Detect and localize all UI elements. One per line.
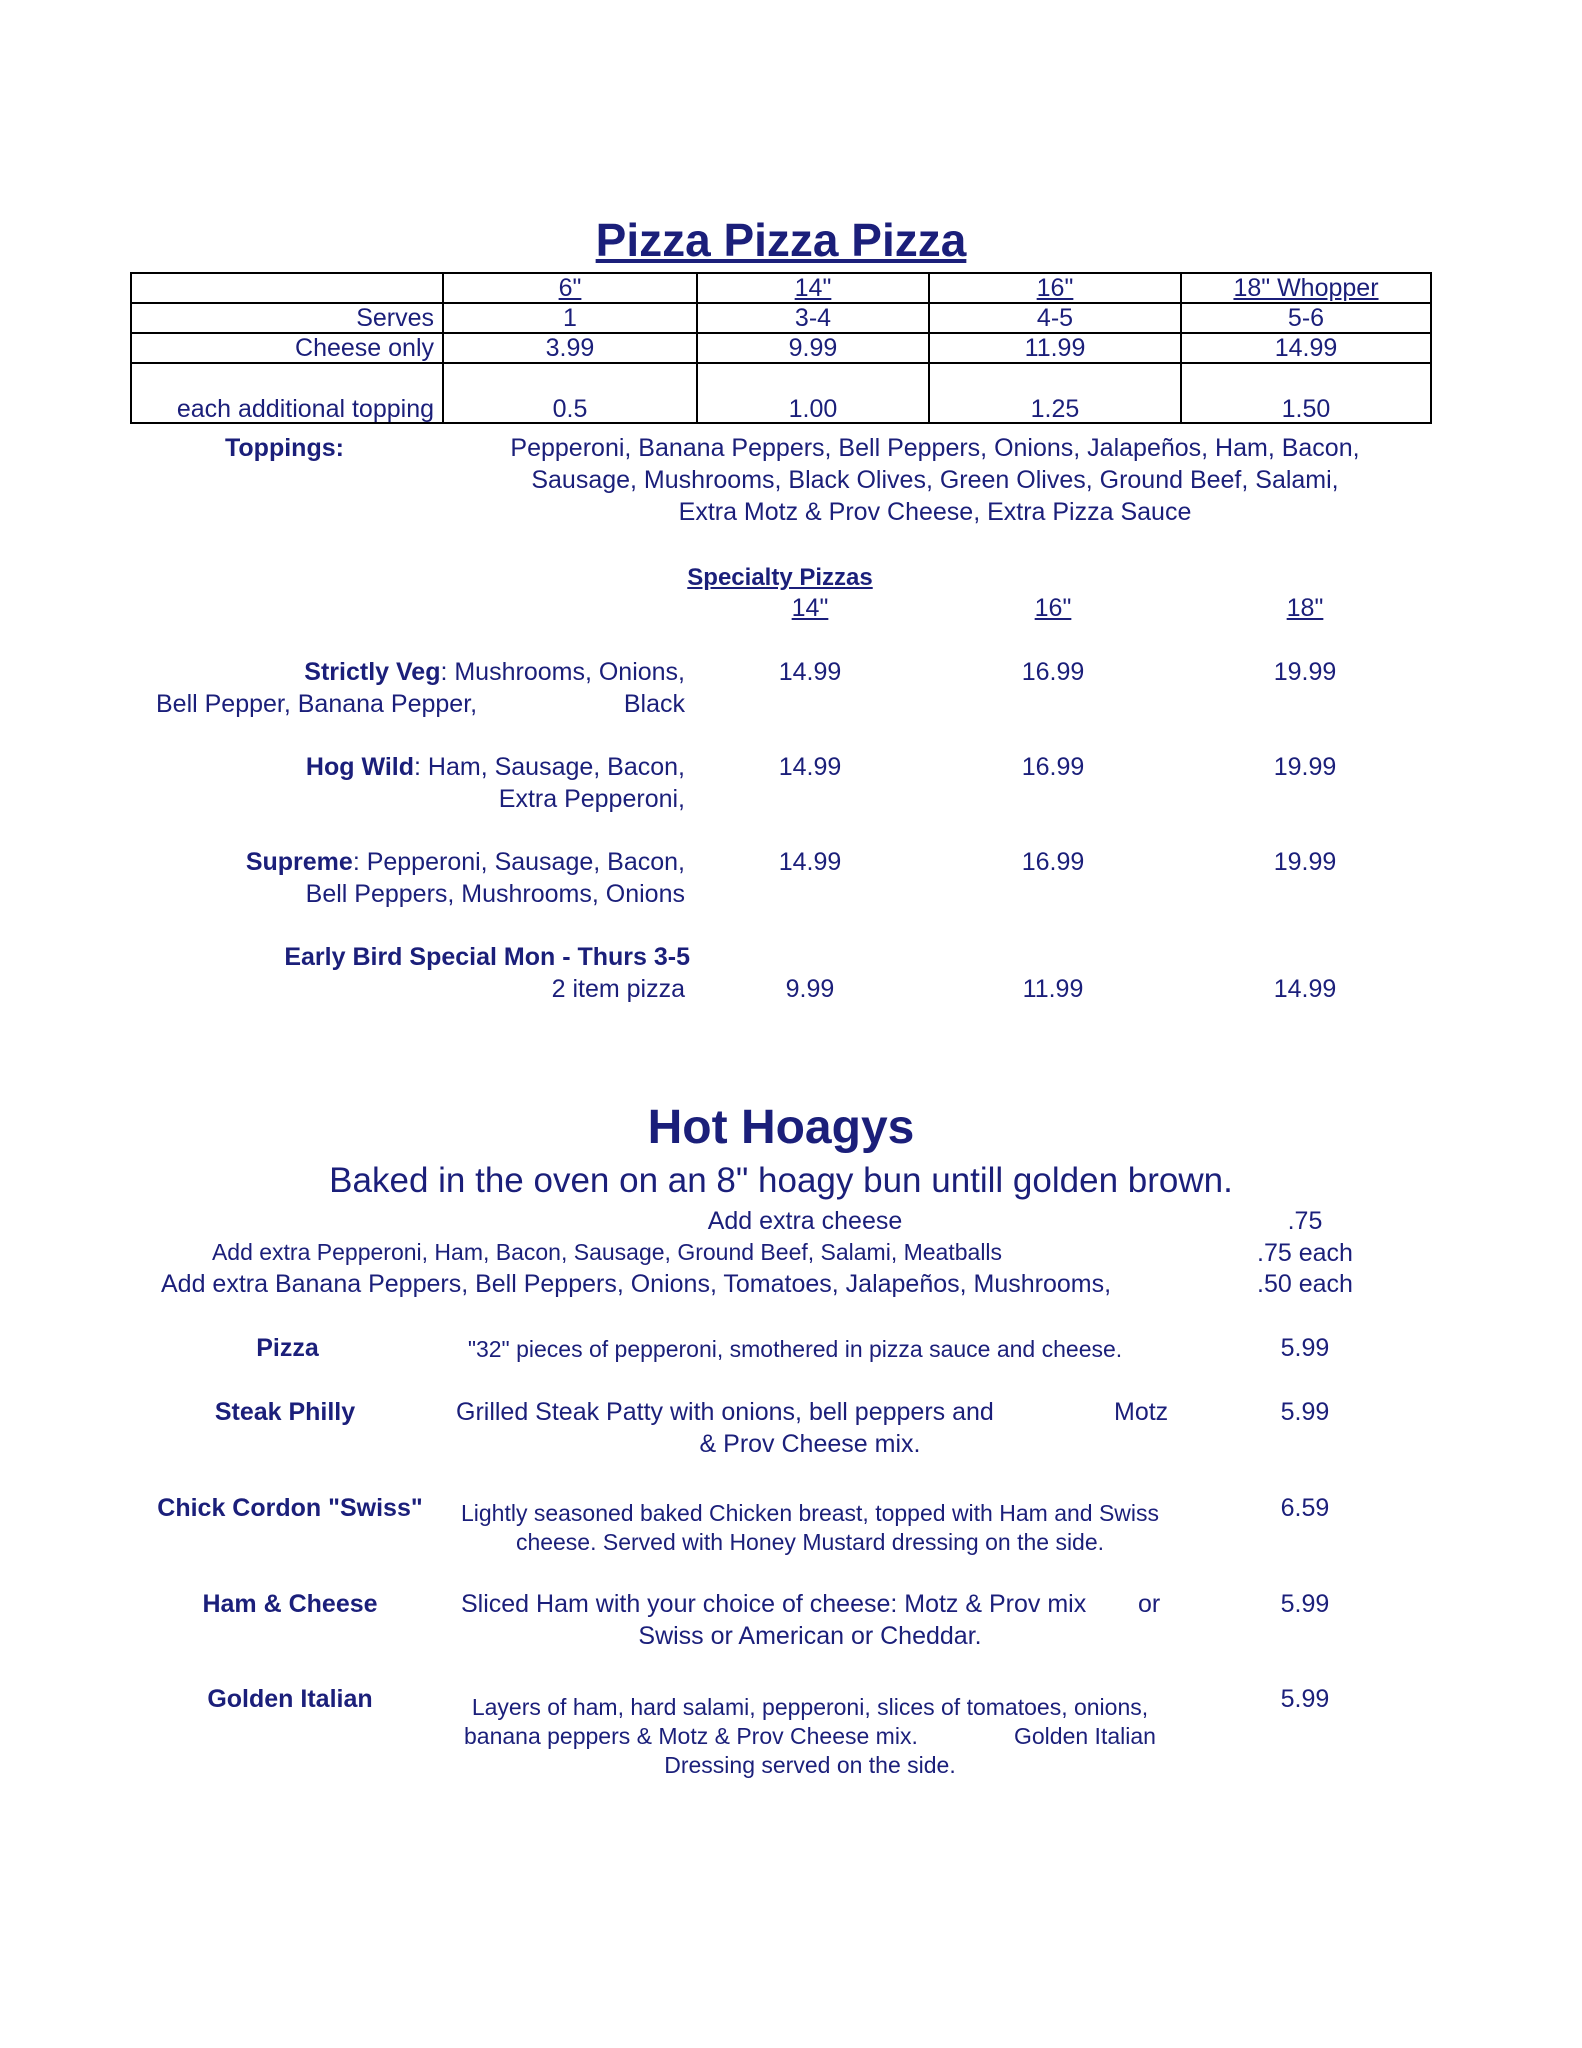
hoagy-item-desc: Layers of ham, hard salami, pepperoni, slices of tomatoes, onions, — [471, 1694, 1149, 1720]
specialty-item-title-line — [100, 658, 685, 687]
hoagy-item-price: 5.99 — [1280, 1590, 1330, 1618]
table-corner-cell — [131, 273, 443, 303]
size-header: 6" — [443, 273, 697, 303]
specialty-item-desc: Bell Pepper, Banana Pepper, — [156, 690, 478, 718]
hoagy-item-desc: Swiss or American or Cheddar. — [638, 1622, 982, 1650]
specialty-price: 19.99 — [1273, 848, 1337, 876]
row-label: each additional topping — [131, 363, 443, 423]
toppings-line: Pepperoni, Banana Peppers, Bell Peppers, Onions, Jalapeños, Ham, Bacon, — [510, 434, 1360, 462]
table-row — [131, 363, 1431, 423]
size-header: 14" — [697, 273, 929, 303]
hoagy-item-desc: Sliced Ham with your choice of cheese: Motz & Prov mix — [461, 1590, 1087, 1618]
hoagy-item-desc: or — [1138, 1590, 1161, 1618]
hoagys-subtitle: Baked in the oven on an 8" hoagy bun untill golden brown. — [329, 1161, 1233, 1200]
size-header: 18" Whopper — [1181, 273, 1431, 303]
specialty-item-name: Supreme — [245, 848, 353, 876]
hoagy-item-price: 5.99 — [1280, 1398, 1330, 1426]
hoagy-item-desc: banana peppers & Motz & Prov Cheese mix. — [464, 1723, 918, 1749]
hoagy-item-name: Ham & Cheese — [202, 1590, 378, 1618]
table-cell: 14.99 — [1181, 333, 1431, 363]
hoagy-item-price: 6.59 — [1280, 1494, 1330, 1522]
specialty-price: 16.99 — [1021, 848, 1085, 876]
specialty-size-header: 18" — [1286, 594, 1324, 622]
specialty-price: 16.99 — [1021, 753, 1085, 781]
specialty-item-desc: Extra Pepperoni, — [498, 785, 685, 813]
toppings-line: Extra Motz & Prov Cheese, Extra Pizza Sauce — [678, 498, 1192, 526]
specialty-price: 11.99 — [1022, 975, 1084, 1003]
table-cell: 1 — [443, 303, 697, 333]
hoagy-item-desc: Golden Italian — [1014, 1723, 1156, 1749]
extra-option-price: .75 each — [1257, 1239, 1353, 1267]
specialty-size-header: 14" — [791, 594, 829, 622]
extra-option-text-inner: Add extra Pepperoni, Ham, Bacon, Sausage, Ground Beef, Salami, Meatballs — [211, 1239, 1003, 1265]
specialty-item-title-line — [100, 848, 685, 877]
specialty-price: 19.99 — [1273, 753, 1337, 781]
specialty-item-desc: Black — [623, 690, 685, 718]
table-header-row — [131, 273, 1431, 303]
hoagy-item-name: Chick Cordon "Swiss" — [157, 1494, 423, 1522]
table-cell: 11.99 — [929, 333, 1181, 363]
table-cell: 3.99 — [443, 333, 697, 363]
specialty-item-desc: : Ham, Sausage, Bacon, — [414, 753, 685, 781]
specialty-item-desc: Bell Peppers, Mushrooms, Onions — [305, 880, 685, 908]
specialty-item-name: Strictly Veg — [304, 658, 441, 686]
toppings-label: Toppings: — [225, 434, 344, 462]
extra-option-price: .50 each — [1257, 1270, 1353, 1298]
specialty-item-desc: : Mushrooms, Onions, — [440, 658, 685, 686]
hoagys-section-title: Hot Hoagys — [647, 1101, 915, 1154]
table-cell: 9.99 — [697, 333, 929, 363]
hoagy-item-desc: Grilled Steak Patty with onions, bell peppers and — [456, 1398, 994, 1426]
specialty-price: 19.99 — [1273, 658, 1337, 686]
specialty-price: 14.99 — [778, 753, 842, 781]
hoagy-item-desc: & Prov Cheese mix. — [699, 1430, 921, 1458]
row-label: Cheese only — [131, 333, 443, 363]
extra-option-text: Add extra cheese — [707, 1207, 903, 1235]
table-cell: 0.5 — [443, 363, 697, 423]
hoagy-item-desc: Lightly seasoned baked Chicken breast, topped with Ham and Swiss — [460, 1500, 1160, 1526]
specialty-item-title-line — [100, 753, 685, 782]
extra-option-text: Add extra Banana Peppers, Bell Peppers, Onions, Tomatoes, Jalapeños, Mushrooms, — [161, 1270, 1112, 1298]
hoagy-item-desc: cheese. Served with Honey Mustard dressing on the side. — [515, 1529, 1105, 1555]
specialty-item-name: Early Bird Special Mon - Thurs 3-5 — [284, 943, 690, 971]
specialty-price: 16.99 — [1021, 658, 1085, 686]
table-cell: 1.50 — [1181, 363, 1431, 423]
specialty-price: 14.99 — [778, 658, 842, 686]
size-header: 16" — [929, 273, 1181, 303]
hoagy-item-name: Pizza — [256, 1334, 319, 1362]
hoagy-item-name: Steak Philly — [214, 1398, 356, 1426]
hoagy-item-name: Golden Italian — [207, 1685, 373, 1713]
hoagy-item-desc: Motz — [1114, 1398, 1169, 1426]
table-cell: 1.25 — [929, 363, 1181, 423]
row-label: Serves — [131, 303, 443, 333]
hoagy-item-desc: "32" pieces of pepperoni, smothered in pizza sauce and cheese. — [467, 1336, 1123, 1362]
specialty-size-header: 16" — [1034, 594, 1072, 622]
table-cell: 1.00 — [697, 363, 929, 423]
hoagy-item-price: 5.99 — [1280, 1685, 1330, 1713]
table-cell: 4-5 — [929, 303, 1181, 333]
table-row — [131, 303, 1431, 333]
table-row — [131, 333, 1431, 363]
specialty-price: 14.99 — [778, 848, 842, 876]
extra-option-price: .75 — [1287, 1207, 1323, 1235]
specialty-title: Specialty Pizzas — [687, 564, 873, 591]
pizza-section-title: Pizza Pizza Pizza — [595, 214, 967, 266]
specialty-item-desc: 2 item pizza — [551, 975, 685, 1003]
specialty-item-desc: : Pepperoni, Sausage, Bacon, — [352, 848, 685, 876]
table-cell: 5-6 — [1181, 303, 1431, 333]
specialty-price: 9.99 — [785, 975, 835, 1003]
extra-option-text — [130, 1239, 1330, 1266]
table-cell: 3-4 — [697, 303, 929, 333]
specialty-price: 14.99 — [1273, 975, 1337, 1003]
specialty-item-name: Hog Wild — [305, 753, 415, 781]
hoagy-item-price: 5.99 — [1280, 1334, 1330, 1362]
hoagy-item-desc: Dressing served on the side. — [664, 1752, 956, 1778]
toppings-line: Sausage, Mushrooms, Black Olives, Green Olives, Ground Beef, Salami, — [531, 466, 1339, 494]
pizza-price-table — [130, 272, 1432, 424]
